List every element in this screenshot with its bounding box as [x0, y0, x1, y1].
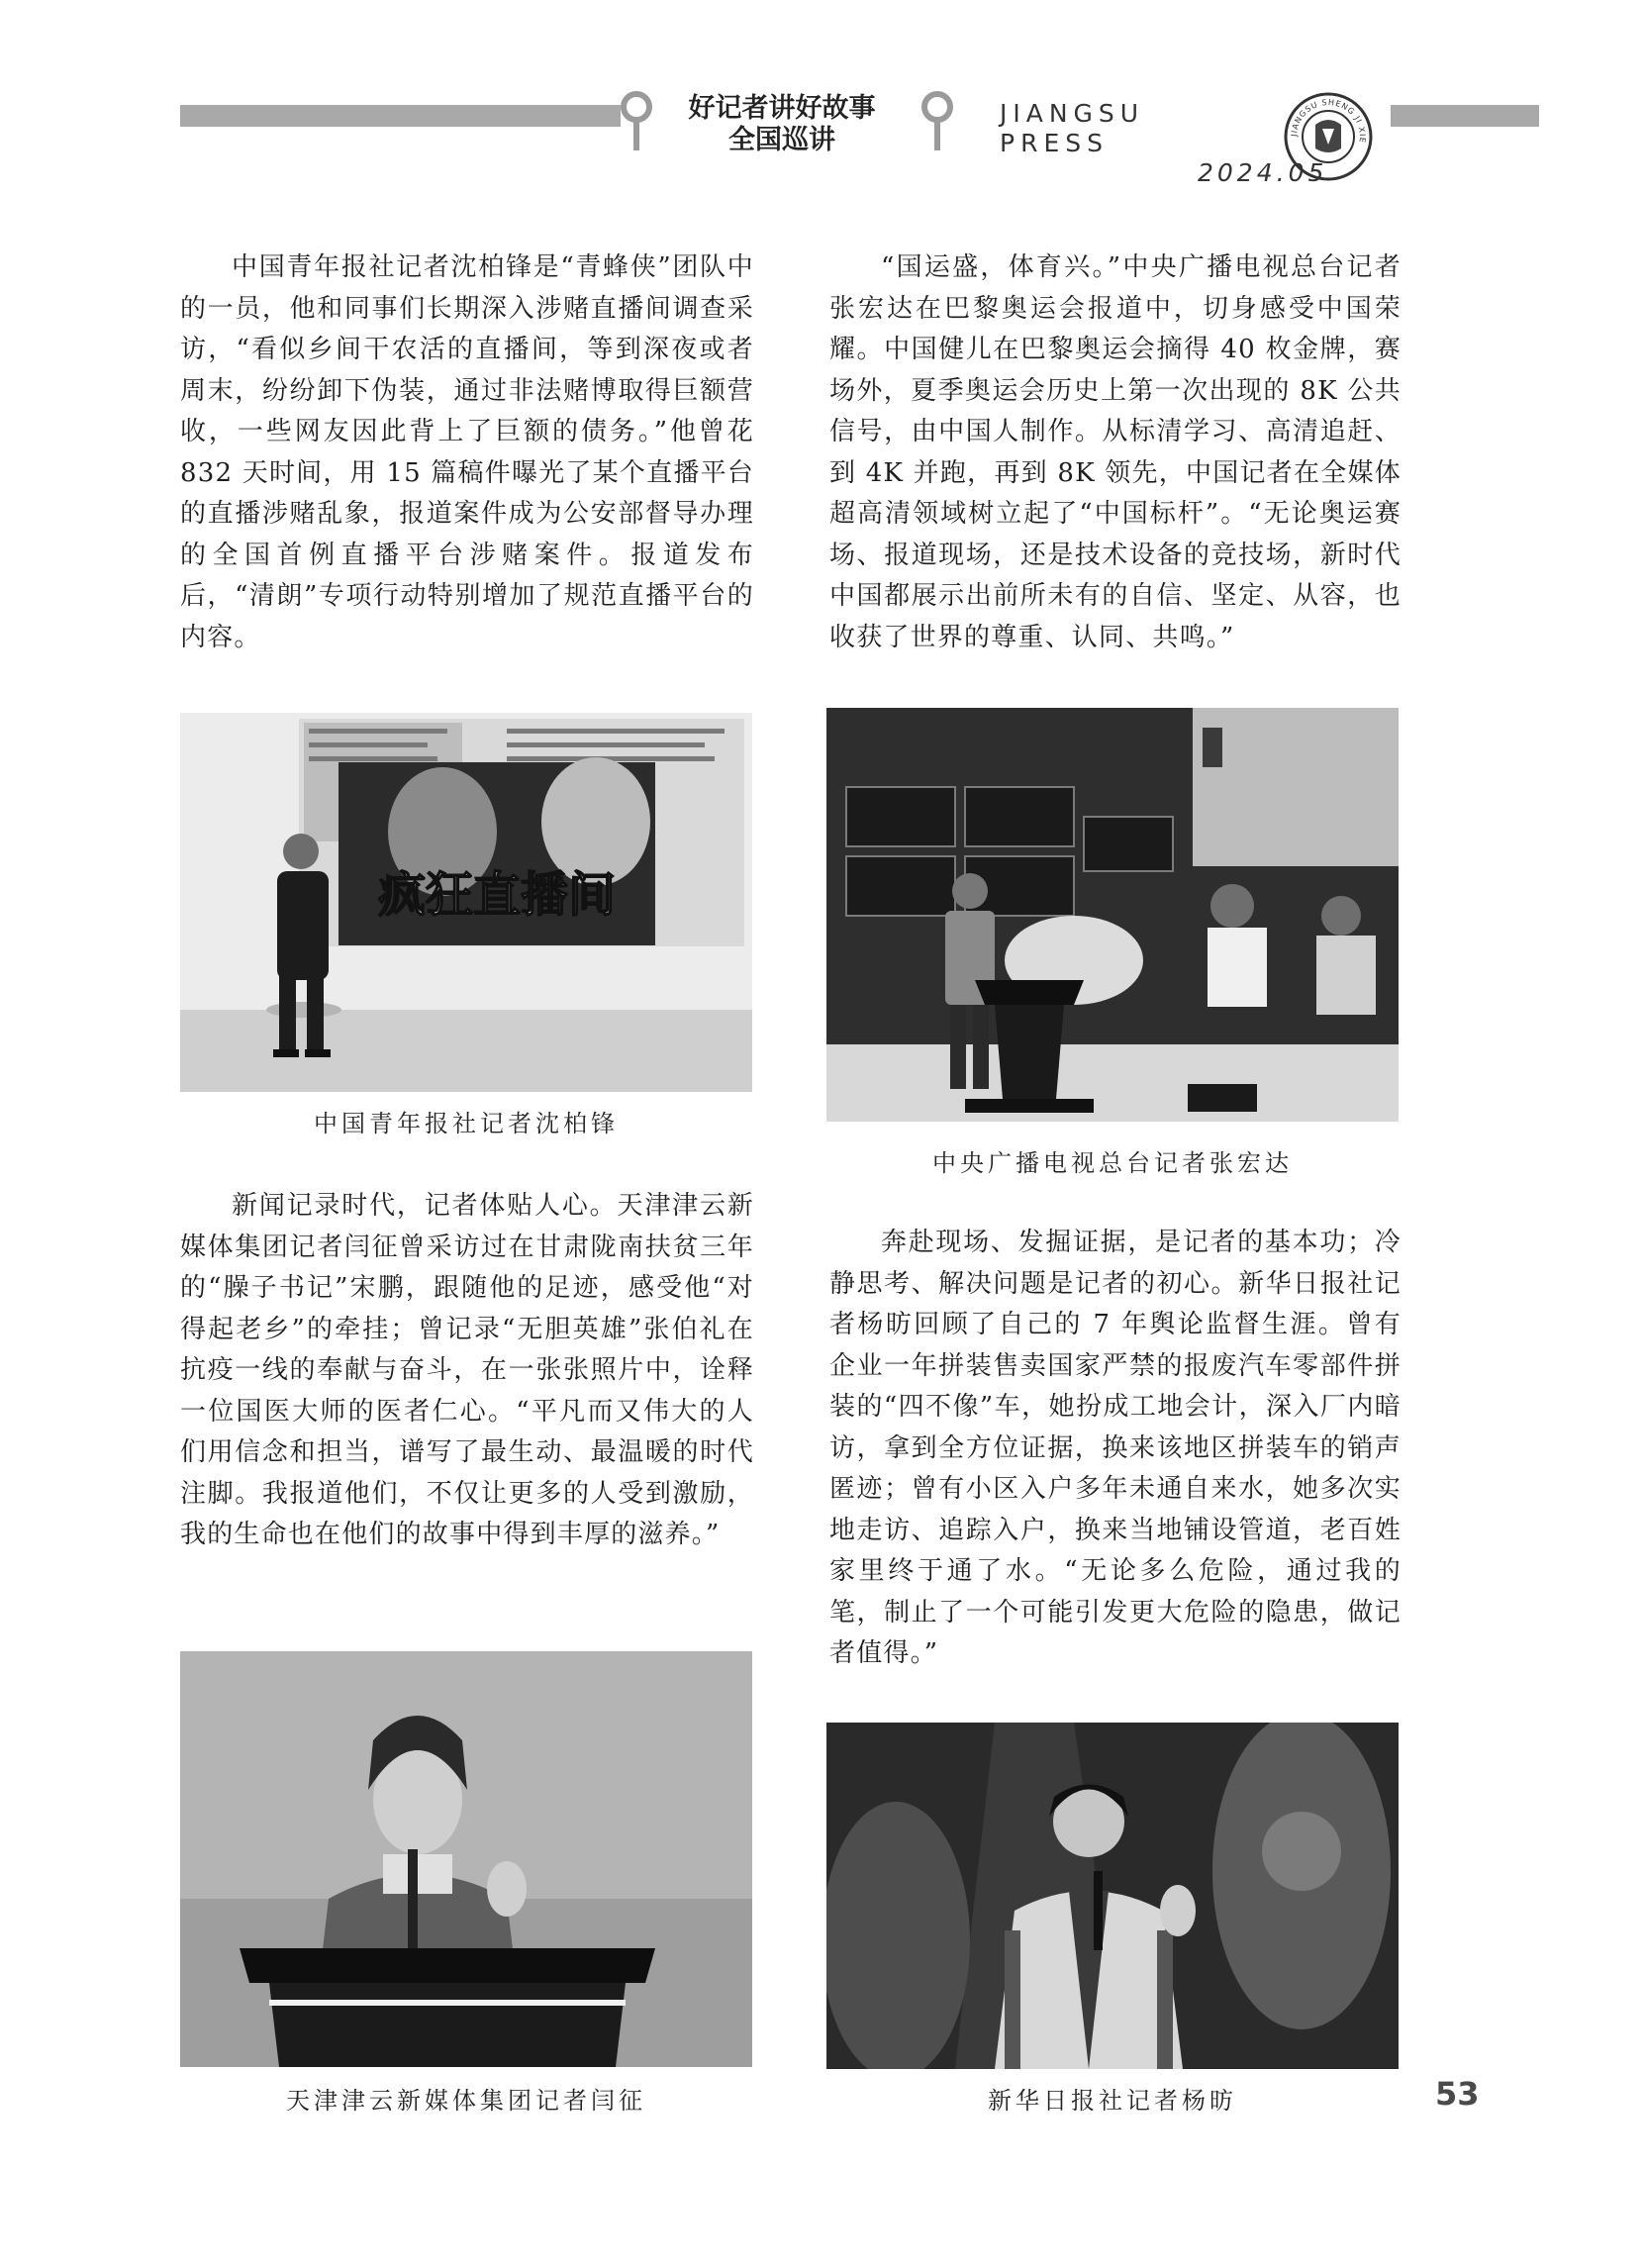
photo-zhang-hongda	[826, 708, 1399, 1122]
seal-text: JIANGSU SHENG JI XIE	[1289, 97, 1368, 145]
caption-yang-fang: 新华日报社记者杨昉	[988, 2087, 1237, 2115]
page-number: 53	[1435, 2075, 1480, 2113]
column-title-line2: 全国巡讲	[728, 125, 835, 155]
photo-yan-zheng	[180, 1651, 752, 2067]
article-yan-zheng: 新闻记录时代，记者体贴人心。天津津云新媒体集团记者闫征曾采访过在甘肃陇南扶贫三年的“臊子书记”宋鹏，跟随他的足迹，感受他“对得起老乡”的牵挂；曾记录“无胆英雄”张伯礼在抗疫一线的奉献与奋斗，在一张张照片中，诠释一位国医大师的医者仁心。“平凡而又伟大的人们用信念和担当，谱写了最生动、最温暖的时代注脚。我报道他们，不仅让更多的人受到激励，我的生命也在他们的故事中得到丰厚的滋养。”	[180, 1191, 754, 1549]
caption-shen-baifeng: 中国青年报社记者沈柏锋	[314, 1110, 619, 1137]
location-pin-icon	[620, 91, 653, 152]
screen-title: 疯狂直播间	[377, 867, 617, 923]
header-rule-right	[1391, 105, 1539, 127]
caption-yan-zheng: 天津津云新媒体集团记者闫征	[286, 2087, 646, 2115]
column-title	[683, 93, 881, 156]
caption-zhang-hongda: 中央广播电视总台记者张宏达	[932, 1149, 1293, 1177]
column-title-line1: 好记者讲好故事	[688, 93, 876, 124]
article-shen-baifeng: 中国青年报社记者沈柏锋是“青蜂侠”团队中的一员，他和同事们长期深入涉赌直播间调查采访，“看似乡间干农活的直播间，等到深夜或者周末，纷纷卸下伪装，通过非法赌博取得巨额营收，一些网友因此背上了巨额的债务。”他曾花 832 天时间，用 15 篇稿件曝光了某个直播平台的直播涉赌乱象，报道案件成为公安部督导办理的全国首例直播平台涉赌案件。报道发布后，“清朗”专项行动特别增加了规范直播平台的内容。	[180, 252, 754, 652]
photo-shen-baifeng	[180, 713, 752, 1092]
article-zhang-hongda: “国运盛，体育兴。”中央广播电视总台记者张宏达在巴黎奥运会报道中，切身感受中国荣耀。中国健儿在巴黎奥运会摘得 40 枚金牌，赛场外，夏季奥运会历史上第一次出现的 8K 公共信号，由中国人制作。从标清学习、高清追赶、到 4K 并跑，再到 8K 领先，中国记者在全媒体超高清领域树立起了“中国标杆”。“无论奥运赛场、报道现场，还是技术设备的竞技场，新时代中国都展示出前所未有的自信、坚定、从容，也收获了世界的尊重、认同、共鸣。”	[829, 252, 1402, 652]
publication-block	[1000, 99, 1328, 188]
article-yang-fang: 奔赴现场、发掘证据，是记者的基本功；冷静思考、解决问题是记者的初心。新华日报社记者杨昉回顾了自己的 7 年舆论监督生涯。曾有企业一年拼装售卖国家严禁的报废汽车零部件拼装的“四不像”车，她扮成工地会计，深入厂内暗访，拿到全方位证据，换来该地区拼装车的销声匿迹；曾有小区入户多年未通自来水，她多次实地走访、追踪入户，换来当地铺设管道，老百姓家里终于通了水。“无论多么危险，通过我的笔，制止了一个可能引发更大危险的隐患，做记者值得。”	[829, 1228, 1402, 1668]
issue-date: 2024.05	[1198, 158, 1328, 187]
location-pin-icon	[920, 91, 954, 152]
publication-name: JIANGSU PRESS	[1000, 99, 1145, 157]
photo-yang-fang	[826, 1723, 1399, 2069]
association-seal-logo	[1283, 91, 1374, 182]
header-rule-left	[180, 105, 621, 127]
